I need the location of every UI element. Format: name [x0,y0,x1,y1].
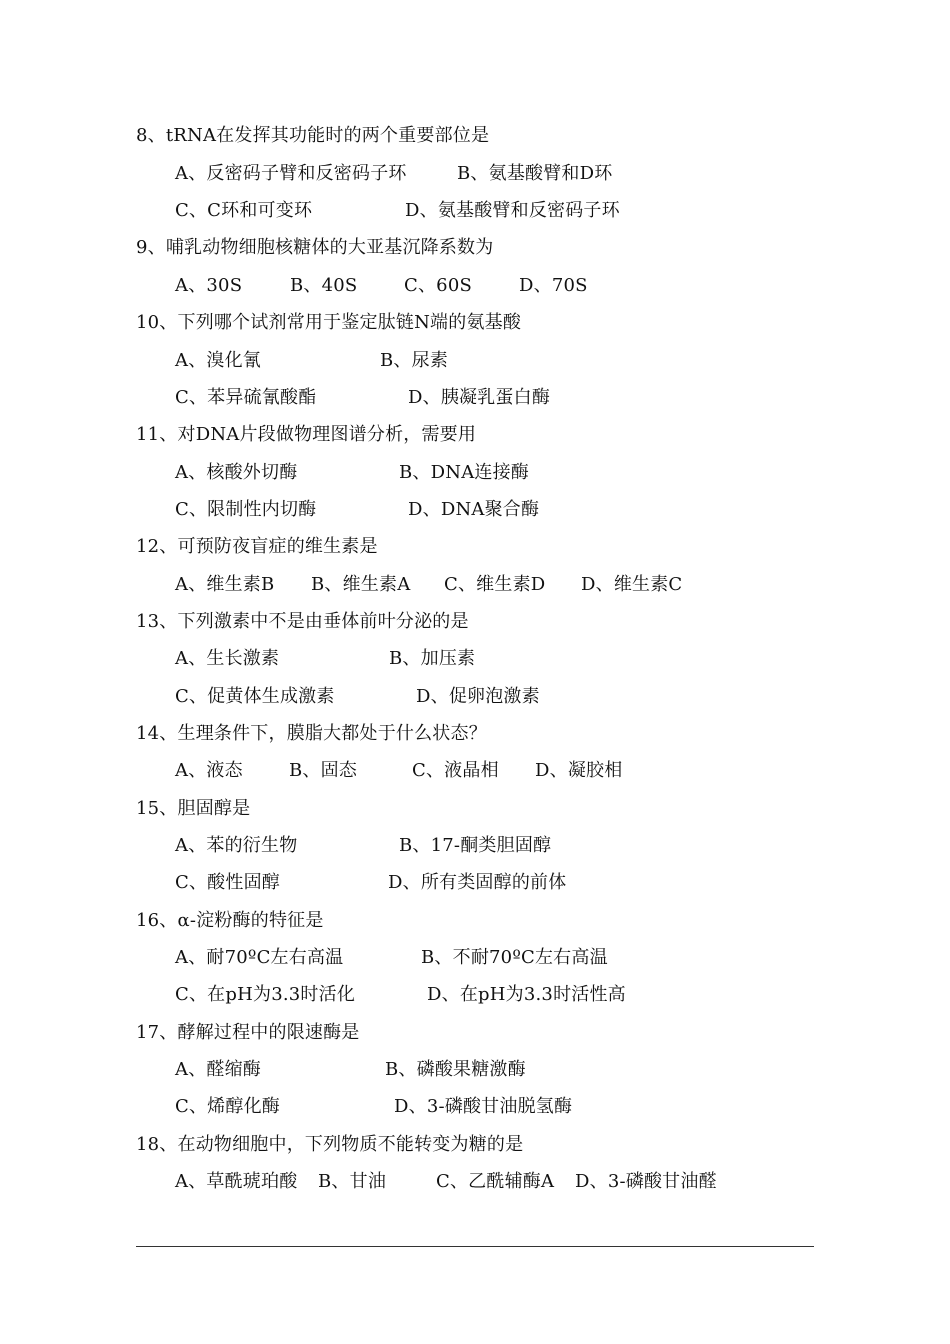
option-15b: B、17-酮类胆固醇 [399,835,552,856]
option-10d: D、胰凝乳蛋白酶 [408,387,551,408]
option-9d: D、70S [519,275,588,296]
option-17c: C、烯醇化酶 [175,1096,280,1117]
option-16d: D、在pH为3.3时活性高 [427,984,626,1005]
option-13b: B、加压素 [389,648,476,669]
question-9: 9、哺乳动物细胞核糖体的大亚基沉降系数为 [136,237,494,258]
option-18a: A、草酰琥珀酸 [175,1171,298,1192]
option-14b: B、固态 [289,760,358,781]
option-14a: A、液态 [175,760,243,781]
option-18b: B、甘油 [318,1171,387,1192]
question-17: 17、酵解过程中的限速酶是 [136,1022,360,1043]
option-17a: A、醛缩酶 [175,1059,261,1080]
option-11b: B、DNA连接酶 [399,462,530,483]
option-14d: D、凝胶相 [535,760,623,781]
question-18: 18、在动物细胞中，下列物质不能转变为糖的是 [136,1134,524,1155]
question-11: 11、对DNA片段做物理图谱分析，需要用 [136,424,477,445]
option-12d: D、维生素C [581,574,683,595]
option-15a: A、苯的衍生物 [175,835,298,856]
option-16c: C、在pH为3.3时活化 [175,984,356,1005]
footer-divider [136,1246,814,1247]
option-13d: D、促卵泡激素 [416,686,540,707]
option-17d: D、3-磷酸甘油脱氢酶 [394,1096,573,1117]
option-10b: B、尿素 [380,350,449,371]
option-14c: C、液晶相 [412,760,499,781]
option-12b: B、维生素A [311,574,411,595]
option-13a: A、生长激素 [175,648,280,669]
option-11d: D、DNA聚合酶 [408,499,540,520]
option-8a: A、反密码子臂和反密码子环 [175,163,407,184]
option-9c: C、60S [404,275,473,296]
option-13c: C、促黄体生成激素 [175,686,335,707]
option-18d: D、3-磷酸甘油醛 [575,1171,717,1192]
option-8c: C、C环和可变环 [175,200,313,221]
option-16b: B、不耐70ºC左右高温 [421,947,608,968]
question-13: 13、下列激素中不是由垂体前叶分泌的是 [136,611,469,632]
option-12a: A、维生素B [175,574,275,595]
option-16a: A、耐70ºC左右高温 [175,947,344,968]
question-14: 14、生理条件下，膜脂大都处于什么状态？ [136,723,487,744]
option-9a: A、30S [175,275,243,296]
option-10c: C、苯异硫氰酸酯 [175,387,317,408]
option-8d: D、氨基酸臂和反密码子环 [405,200,620,221]
option-17b: B、磷酸果糖激酶 [385,1059,526,1080]
question-16: 16、α-淀粉酶的特征是 [136,910,324,931]
question-12: 12、可预防夜盲症的维生素是 [136,536,378,557]
question-15: 15、胆固醇是 [136,798,251,819]
option-12c: C、维生素D [444,574,546,595]
option-11a: A、核酸外切酶 [175,462,298,483]
option-15d: D、所有类固醇的前体 [388,872,567,893]
option-9b: B、40S [290,275,358,296]
option-8b: B、氨基酸臂和D环 [457,163,613,184]
question-8: 8、tRNA在发挥其功能时的两个重要部位是 [136,125,490,146]
option-10a: A、溴化氰 [175,350,261,371]
question-10: 10、下列哪个试剂常用于鉴定肽链N端的氨基酸 [136,312,522,333]
option-18c: C、乙酰辅酶A [436,1171,555,1192]
option-15c: C、酸性固醇 [175,872,280,893]
option-11c: C、限制性内切酶 [175,499,317,520]
